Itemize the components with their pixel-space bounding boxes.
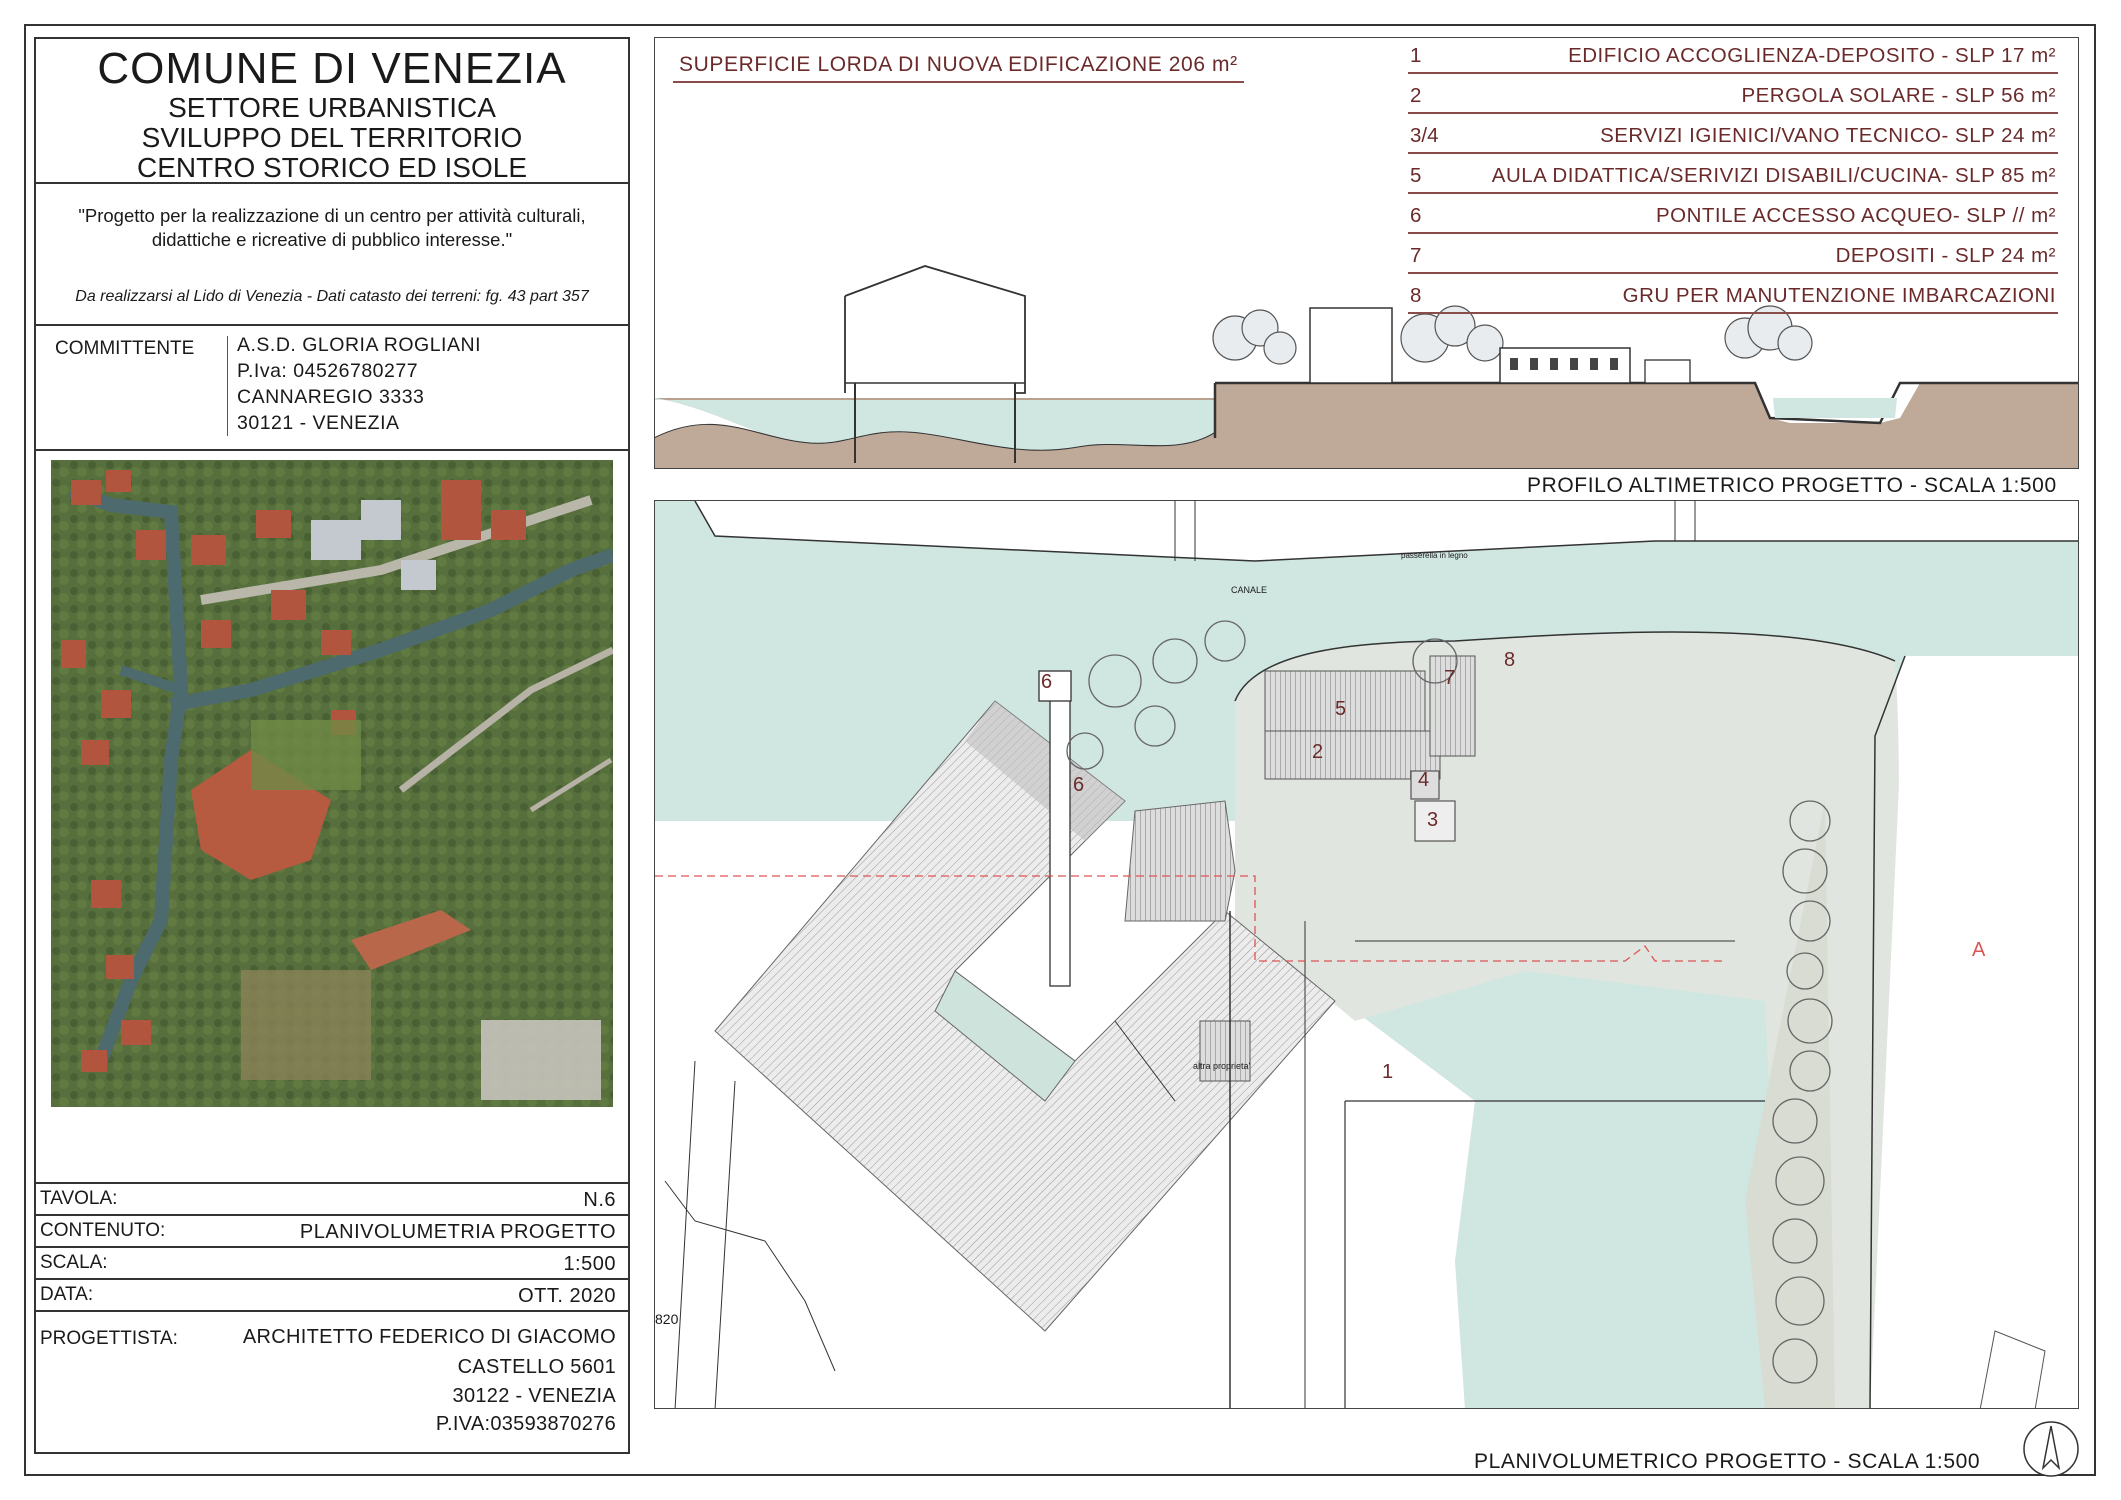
legend-num: 1 — [1410, 44, 1422, 67]
surface-note: SUPERFICIE LORDA DI NUOVA EDIFICAZIONE 206 m² — [673, 53, 1244, 83]
legend-num: 6 — [1410, 204, 1422, 227]
divider — [227, 336, 228, 436]
marker-5: 5 — [1335, 698, 1347, 720]
progettista-line: P.IVA:03593870276 — [435, 1413, 616, 1435]
header-line: SVILUPPO DEL TERRITORIO — [141, 122, 523, 153]
profile-panel — [654, 37, 2079, 469]
site-plan-drawing — [655, 501, 2079, 1409]
marker-6-side: 6 — [1073, 774, 1085, 796]
legend-row — [1408, 202, 2058, 234]
legend-desc: DEPOSITI - SLP 24 m² — [1835, 244, 2056, 267]
description-line: didattiche e ricreative di pubblico interesse." — [151, 229, 513, 250]
marker-1: 1 — [1382, 1061, 1394, 1083]
north-arrow-icon — [2022, 1420, 2080, 1478]
legend-num: 5 — [1410, 164, 1422, 187]
committente-line: CANNAREGIO 3333 — [237, 386, 425, 408]
header-line: CENTRO STORICO ED ISOLE — [137, 152, 527, 183]
header-line: SETTORE URBANISTICA — [168, 92, 496, 123]
legend-desc: PERGOLA SOLARE - SLP 56 m² — [1741, 84, 2056, 107]
legend-desc: GRU PER MANUTENZIONE IMBARCAZIONI — [1622, 284, 2056, 307]
legend-row — [1408, 42, 2058, 74]
committente-line: 30121 - VENEZIA — [237, 412, 400, 434]
aerial-photo — [51, 460, 613, 1107]
legend-num: 3/4 — [1410, 124, 1439, 147]
site-plan — [654, 500, 2079, 1409]
description-line: "Progetto per la realizzazione di un centro per attività culturali, — [78, 205, 586, 226]
canale-label: CANALE — [1231, 585, 1268, 595]
tavola-label: TAVOLA: — [40, 1188, 118, 1209]
marker-2: 2 — [1312, 741, 1324, 763]
sheet-info — [36, 1182, 628, 1437]
progettista-label: PROGETTISTA: — [40, 1328, 178, 1349]
project-description — [36, 182, 628, 326]
tavola-row — [36, 1182, 628, 1216]
contenuto-row — [36, 1216, 628, 1248]
contenuto-value: PLANIVOLUMETRIA PROGETTO — [299, 1221, 616, 1243]
project-location: Da realizzarsi al Lido di Venezia - Dati catasto dei terreni: fg. 43 part 357 — [75, 288, 589, 305]
legend-row — [1408, 122, 2058, 154]
profile-caption: PROFILO ALTIMETRICO PROGETTO - SCALA 1:500 — [1527, 474, 2057, 497]
authority-header — [36, 39, 628, 184]
scala-value: 1:500 — [563, 1253, 616, 1275]
scala-row — [36, 1248, 628, 1280]
legend-desc: SERVIZI IGIENICI/VANO TECNICO- SLP 24 m² — [1600, 124, 2056, 147]
passerella-label: passerella in legno — [1401, 551, 1468, 560]
committente-label: COMMITTENTE — [55, 338, 195, 359]
comune-title: COMUNE DI VENEZIA — [97, 44, 567, 93]
legend-desc: EDIFICIO ACCOGLIENZA-DEPOSITO - SLP 17 m² — [1568, 44, 2056, 67]
data-label: DATA: — [40, 1284, 94, 1305]
legend-row — [1408, 242, 2058, 274]
committente-section — [36, 324, 628, 451]
progettista-line: ARCHITETTO FEDERICO DI GIACOMO — [242, 1326, 616, 1348]
contenuto-label: CONTENUTO: — [40, 1220, 166, 1241]
data-value: OTT. 2020 — [518, 1285, 616, 1307]
committente-line: P.Iva: 04526780277 — [237, 360, 419, 382]
legend-desc: AULA DIDATTICA/SERIVIZI DISABILI/CUCINA- SLP 85 m² — [1491, 164, 2056, 187]
marker-6: 6 — [1041, 671, 1053, 693]
title-block — [34, 37, 630, 1454]
plan-caption: PLANIVOLUMETRICO PROGETTO - SCALA 1:500 — [1474, 1450, 1981, 1473]
legend-row — [1408, 282, 2058, 314]
altra-proprieta-label: altra proprieta' — [1193, 1061, 1251, 1071]
progettista-line: 30122 - VENEZIA — [452, 1385, 616, 1407]
scala-label: SCALA: — [40, 1252, 108, 1273]
marker-4: 4 — [1418, 769, 1430, 791]
legend-row — [1408, 82, 2058, 114]
legend-num: 2 — [1410, 84, 1422, 107]
marker-3: 3 — [1427, 809, 1439, 831]
progettista-line: CASTELLO 5601 — [457, 1356, 616, 1378]
section-marker-a: A — [1972, 939, 1986, 961]
legend-desc: PONTILE ACCESSO ACQUEO- SLP // m² — [1655, 204, 2056, 227]
committente-line: A.S.D. GLORIA ROGLIANI — [237, 334, 481, 356]
marker-8: 8 — [1504, 649, 1516, 671]
data-row — [36, 1280, 628, 1312]
legend-num: 7 — [1410, 244, 1422, 267]
progettista-section — [36, 1312, 628, 1437]
legend-row — [1408, 162, 2058, 194]
marker-7: 7 — [1444, 667, 1456, 689]
legend-num: 8 — [1410, 284, 1422, 307]
tavola-value: N.6 — [583, 1189, 616, 1211]
survey-label: 820 — [655, 1311, 679, 1327]
